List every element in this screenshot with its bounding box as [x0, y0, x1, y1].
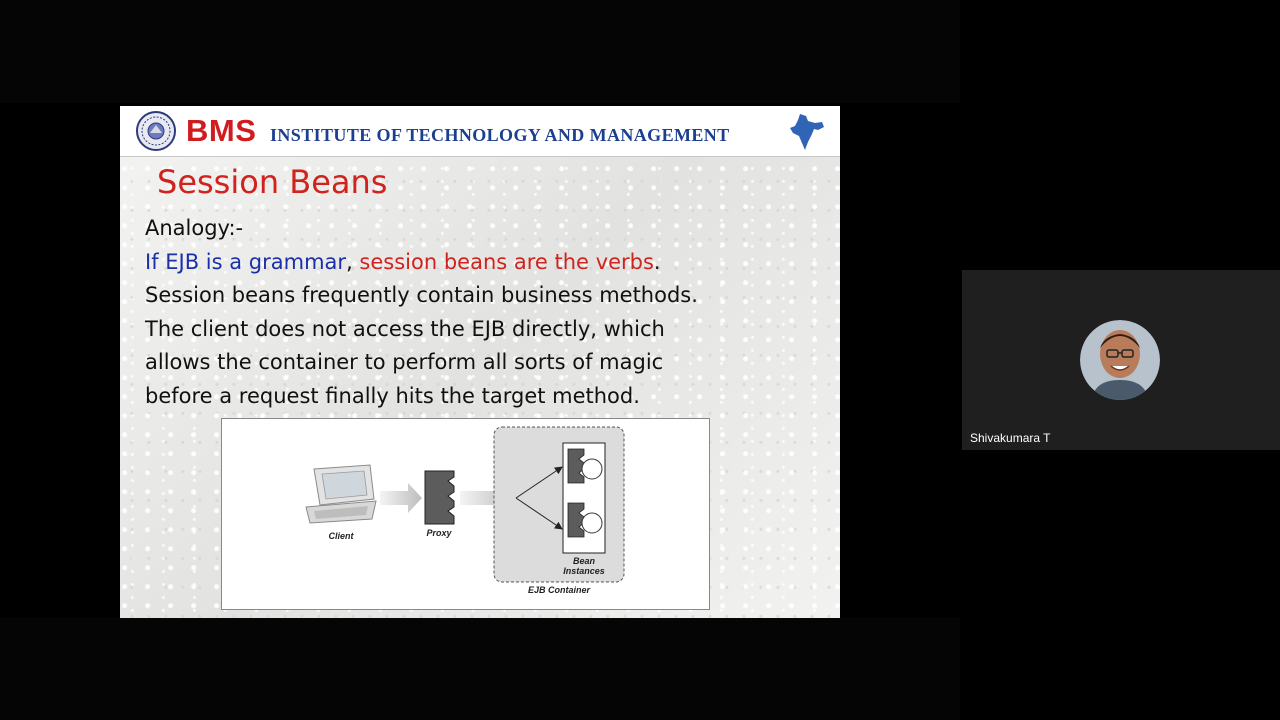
grammar-line	[145, 246, 698, 280]
presentation-slide	[120, 106, 840, 618]
container-label: EJB Container	[527, 585, 591, 595]
bean-instance-1-icon	[568, 449, 584, 483]
bean-label-line1: Bean	[572, 556, 596, 566]
grammar-comma: ,	[346, 249, 360, 274]
bean-label-line2: Instances	[563, 566, 605, 576]
target-method-line: before a request finally hits the target method.	[145, 383, 640, 408]
client-label: Client	[328, 531, 354, 541]
participant-face-icon	[1080, 320, 1160, 400]
india-map-icon	[788, 112, 826, 152]
laptop-icon	[306, 465, 376, 523]
ejb-diagram-svg	[222, 419, 709, 609]
participant-avatar	[1080, 320, 1160, 400]
client-access-line: The client does not access the EJB directly, which	[145, 316, 665, 341]
slide-body-text	[145, 212, 698, 413]
grammar-period: .	[653, 249, 661, 274]
slide-header	[120, 106, 840, 157]
proxy-shape	[425, 471, 454, 524]
ejb-diagram	[221, 418, 710, 610]
bottom-black-band	[0, 618, 960, 720]
slide-title: Session Beans	[157, 163, 388, 201]
institute-seal-icon	[136, 111, 176, 151]
institute-name: INSTITUTE OF TECHNOLOGY AND MANAGEMENT	[270, 125, 730, 145]
participant-name: Shivakumara T	[970, 431, 1051, 445]
grammar-blue-text: If EJB is a grammar	[145, 249, 347, 274]
brand-bms: BMS	[186, 113, 257, 148]
participant-video-tile[interactable]	[962, 270, 1280, 450]
grammar-red-text: session beans are the verbs	[359, 249, 654, 274]
proxy-label: Proxy	[426, 528, 452, 538]
business-methods-line: Session beans frequently contain business methods.	[145, 283, 698, 307]
request-arrow-1	[380, 483, 422, 513]
container-magic-line: allows the container to perform all sorts of magic	[145, 350, 664, 374]
top-black-band	[0, 0, 960, 103]
bean-instance-2-icon	[568, 503, 584, 537]
analogy-line: Analogy:-	[145, 216, 244, 240]
